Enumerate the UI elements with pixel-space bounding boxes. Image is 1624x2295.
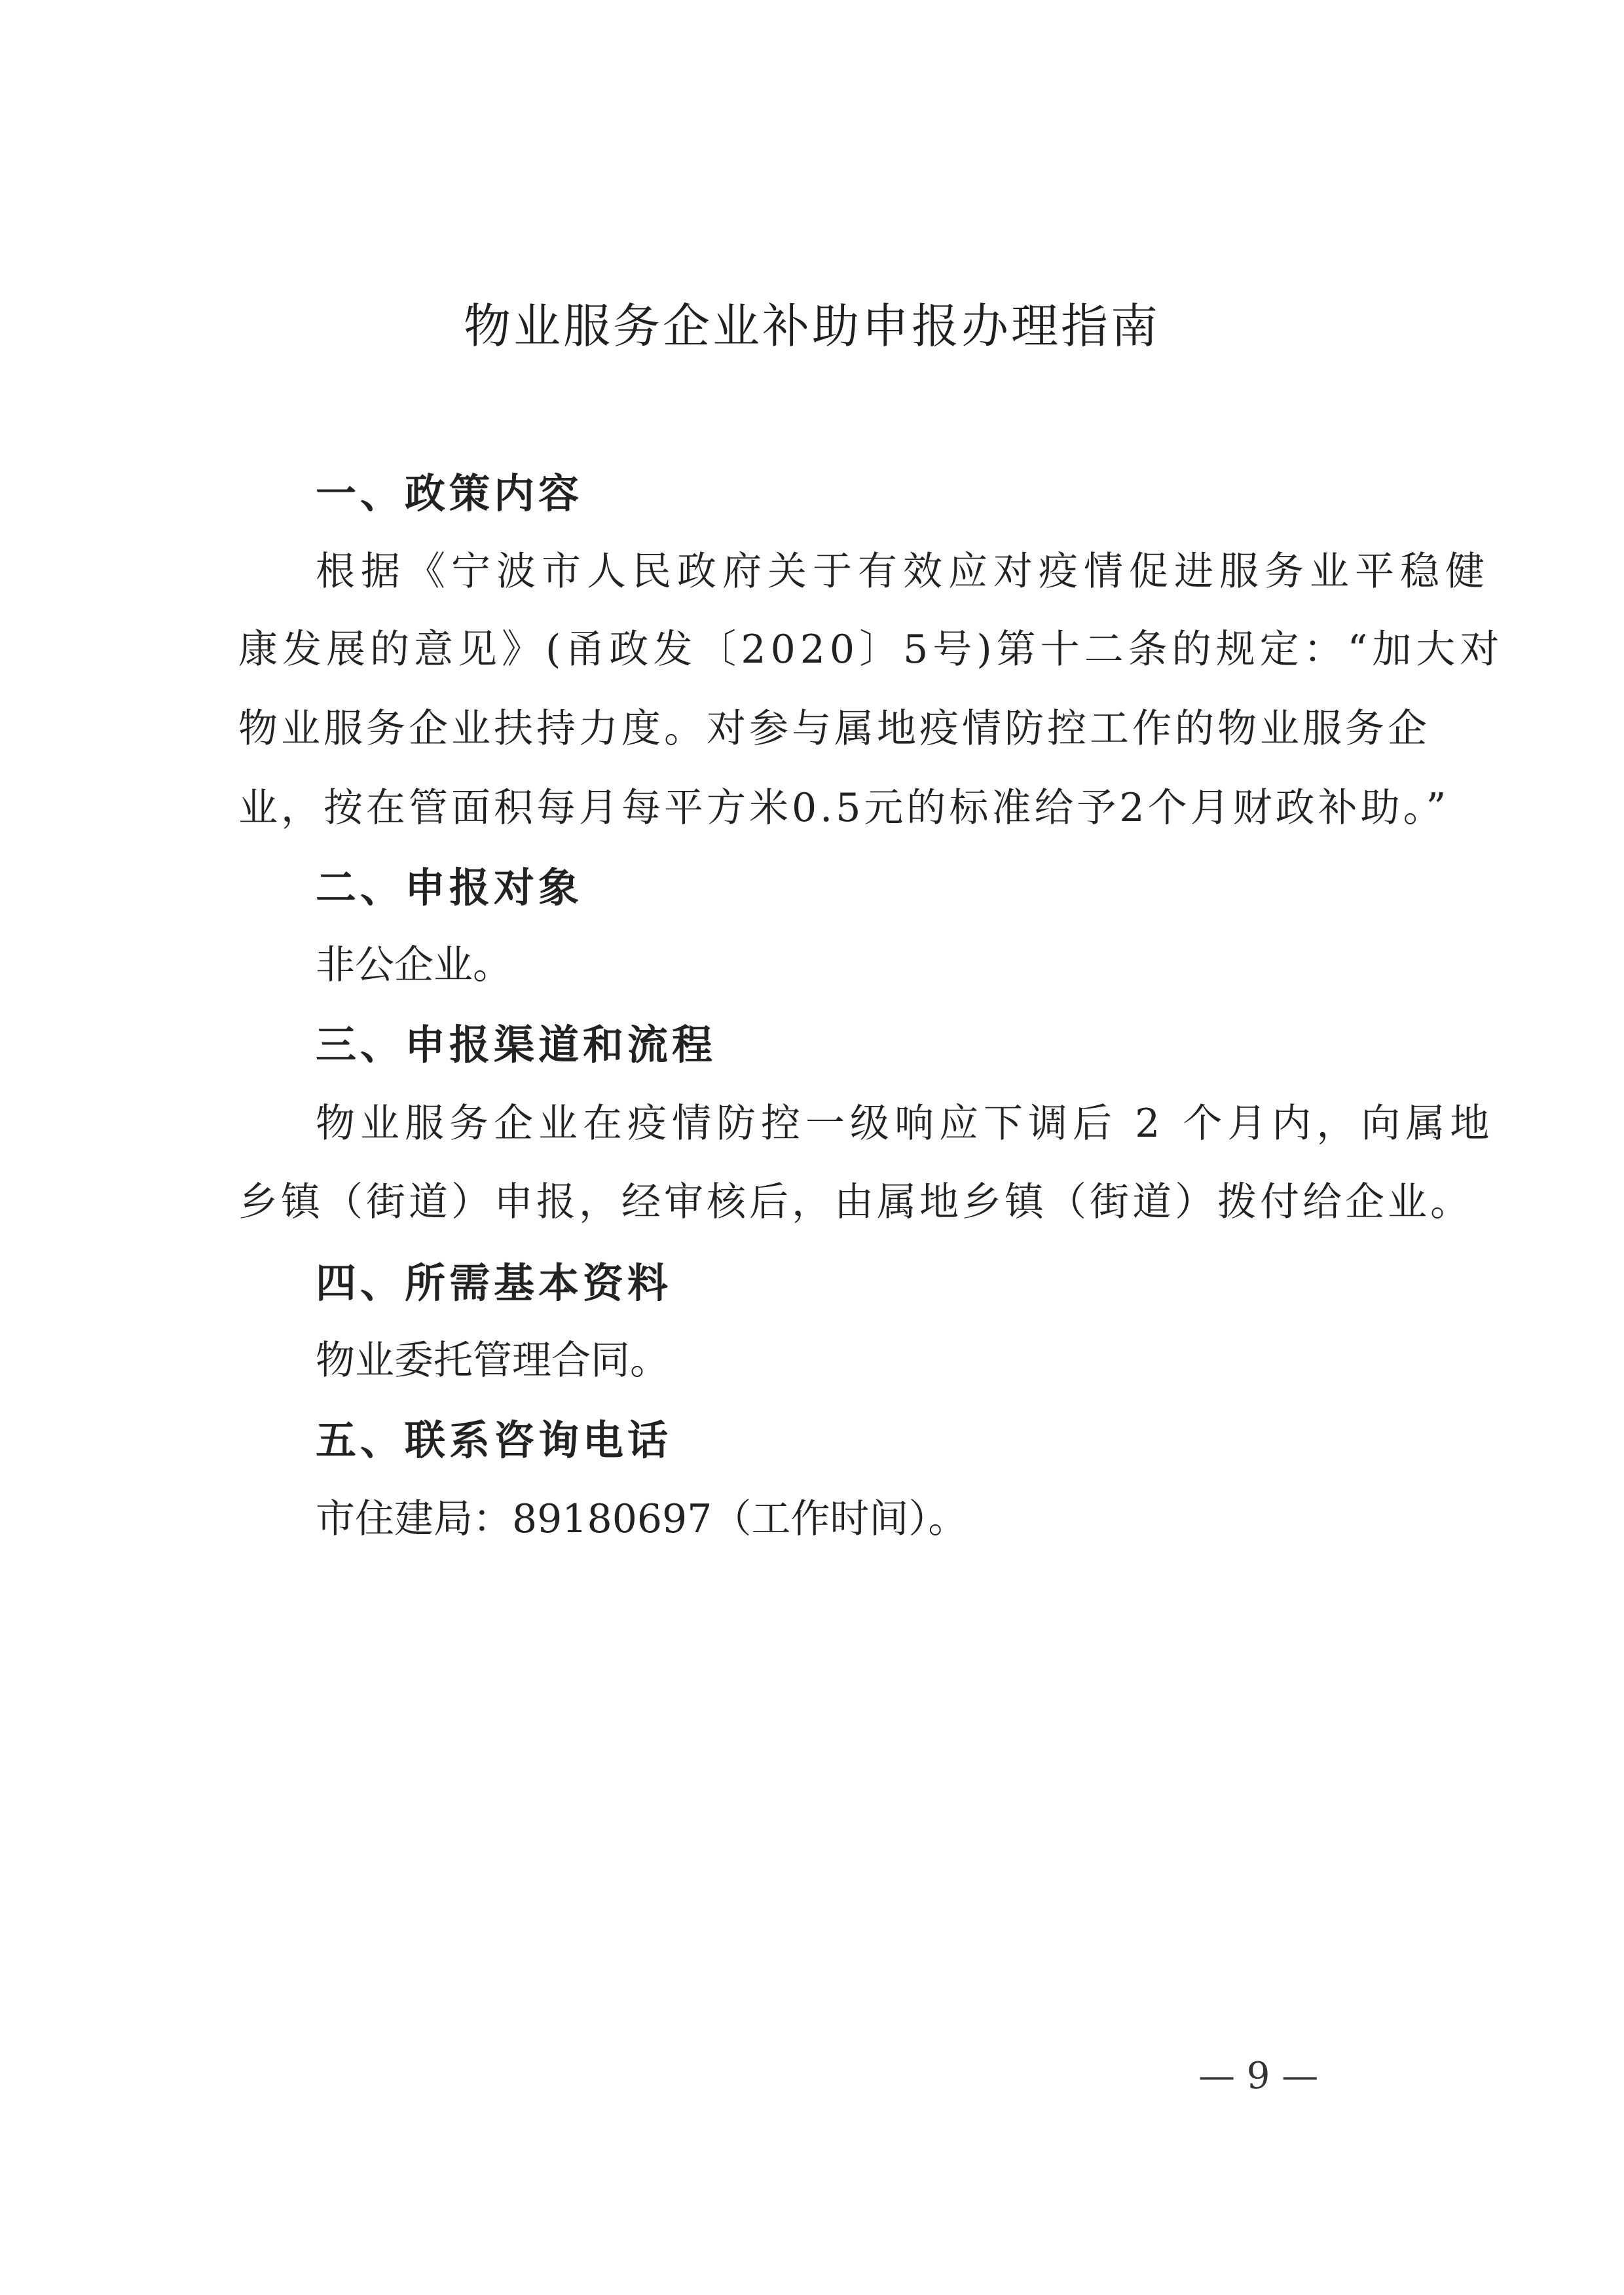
section-heading-applicants: 二、申报对象 (316, 864, 583, 911)
section-heading-process: 三、申报渠道和流程 (316, 1021, 717, 1069)
applicants-line-1: 非公企业。 (316, 942, 512, 988)
policy-line-3: 物业服务企业扶持力度。对参与属地疫情防控工作的物业服务企 (238, 706, 1430, 752)
materials-line-1: 物业委托管理合同。 (316, 1338, 669, 1384)
policy-line-4: 业，按在管面积每月每平方米0.5元的标准给予2个月财政补助。” (238, 785, 1450, 831)
process-line-1: 物业服务企业在疫情防控一级响应下调后 2 个月内，向属地 (316, 1101, 1495, 1147)
page-number: — 9 — (1198, 2055, 1319, 2097)
document-title: 物业服务企业补助申报办理指南 (463, 299, 1160, 354)
section-heading-contact: 五、联系咨询电话 (316, 1416, 673, 1464)
section-heading-policy: 一、政策内容 (316, 469, 583, 517)
process-line-2: 乡镇（街道）申报，经审核后，由属地乡镇（街道）拨付给企业。 (238, 1179, 1473, 1225)
section-heading-materials: 四、所需基本资料 (316, 1259, 673, 1307)
contact-line-1: 市住建局：89180697（工作时间）。 (316, 1496, 968, 1542)
policy-line-2: 康发展的意见》(甬政发〔2020〕5号)第十二条的规定：“加大对 (238, 627, 1504, 672)
policy-line-1: 根据《宁波市人民政府关于有效应对疫情促进服务业平稳健 (316, 549, 1490, 595)
